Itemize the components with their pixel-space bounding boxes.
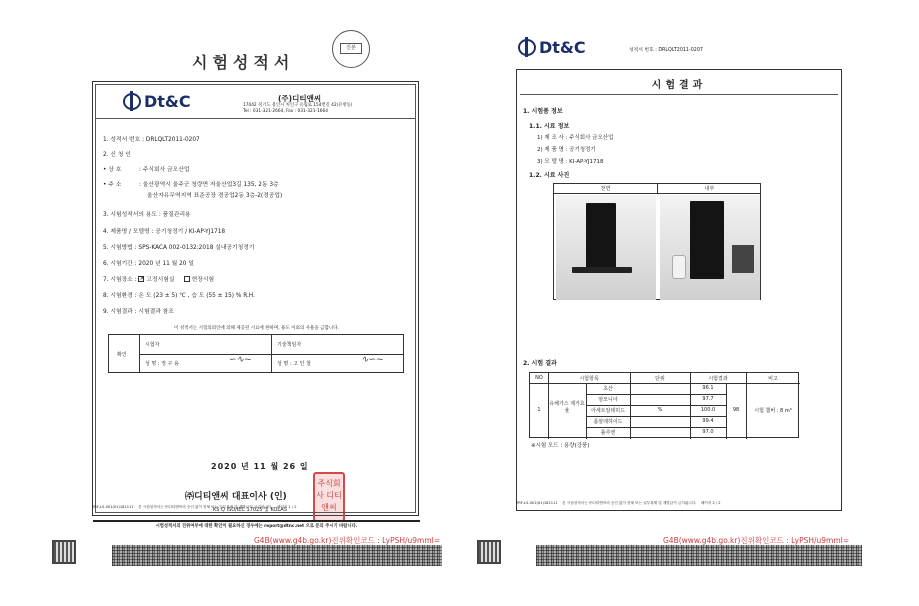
gas-acetaldehyde-value: 100.0 bbox=[700, 407, 716, 413]
header-remark: 비고 bbox=[768, 376, 778, 382]
item-value: : 품질관리용 bbox=[158, 212, 191, 218]
item-label: 4. 제품명 / 모델명 bbox=[103, 229, 150, 235]
item-result bbox=[103, 306, 174, 315]
info-model: 3) 모 델 명 : KI-AP-YJ1718 bbox=[537, 159, 604, 165]
confirmation-table bbox=[108, 334, 404, 373]
place-field-label: 현장시험 bbox=[191, 277, 215, 283]
purifier-base bbox=[572, 267, 632, 273]
gas-ammonia-value: 97.7 bbox=[702, 396, 714, 402]
seal-badge-text: 진본 bbox=[340, 43, 362, 54]
gas-acetic-value: 96.1 bbox=[702, 385, 714, 391]
results-title: 시험결과 bbox=[651, 80, 707, 91]
air-purifier-front-image bbox=[586, 203, 616, 273]
ceo-text: ㈜디티앤씨 대표이사 bbox=[185, 492, 267, 502]
item-value: : 울산광역시 울주군 청량면 저울산업3길 135, 2동 3층 bbox=[139, 182, 279, 188]
subsection-sample-photo: 1.2. 시료 사진 bbox=[529, 172, 570, 179]
table-divider bbox=[139, 354, 403, 355]
title-divider bbox=[520, 94, 838, 95]
item-value: : DRLQLT2011-0207 bbox=[142, 137, 200, 143]
subsection-sample-info: 1.1. 시료 정보 bbox=[529, 123, 570, 130]
item-label: 1. 성적서 번호 bbox=[103, 137, 141, 143]
tester-name: 성 명 : 정 구 용 bbox=[145, 361, 179, 367]
tester-signature: ∽∿~ bbox=[229, 355, 252, 365]
item-address-cont bbox=[147, 190, 282, 199]
footer-left-page bbox=[92, 505, 419, 510]
test-results-page-2 bbox=[514, 34, 844, 516]
qr-code-icon[interactable] bbox=[52, 540, 76, 564]
item-label: • 주 소 bbox=[103, 182, 122, 188]
dtc-logo-icon bbox=[123, 93, 141, 110]
table-divider bbox=[586, 405, 726, 406]
filter-image bbox=[672, 255, 686, 279]
tester-label: 시험자 bbox=[145, 342, 160, 348]
footer-notice: 본 시험성적서는 ㈜디티앤씨의 승인 없이 전체 또는 일부복제 및 재발급이 금지됩니다. bbox=[138, 505, 273, 509]
ceo-seal-mark: (인) bbox=[269, 492, 287, 502]
address-line: 17042 경기도 용인시 처인구 유림로 154번길 42(유방동) bbox=[243, 103, 353, 108]
gas-formaldehyde: 폼알데하이드 bbox=[593, 419, 623, 425]
photo-inside-label: 내부 bbox=[658, 184, 761, 194]
iso-accreditation: KS Q ISO/IEC 17025 및 KOLAS bbox=[213, 507, 287, 513]
table-divider bbox=[271, 335, 272, 372]
authenticity-code-left: G4B(www.g4b.go.kr)진위확인코드 : LyPSH/u9mmI= bbox=[254, 536, 441, 545]
air-purifier-open-image bbox=[690, 201, 724, 279]
logo-text: Dt&C bbox=[539, 38, 586, 57]
gas-acetic: 초산 bbox=[603, 386, 613, 392]
header-unit: 단위 bbox=[655, 376, 665, 382]
photo-front-label: 전면 bbox=[554, 184, 658, 194]
results-table bbox=[529, 372, 799, 438]
item-label: • 상 호 bbox=[103, 167, 122, 173]
company-name: (주)디티앤씨 bbox=[278, 94, 322, 103]
authenticity-code-right: G4B(www.g4b.go.kr)진위확인코드 : LyPSH/u9mmI= bbox=[663, 536, 850, 545]
item-applicant bbox=[103, 149, 131, 158]
item-label: 8. 시험환경 bbox=[103, 293, 133, 299]
table-divider bbox=[586, 394, 726, 395]
table-divider bbox=[530, 383, 800, 384]
section-test-results: 2. 시험 결과 bbox=[523, 360, 557, 367]
header-divider bbox=[96, 118, 415, 119]
company-logo bbox=[123, 92, 191, 111]
barcode-strip-left bbox=[112, 545, 442, 566]
place-fixed-label: 고정시험실 bbox=[146, 277, 175, 283]
info-product: 2) 제 품 명 : 공기청정기 bbox=[537, 147, 596, 153]
logo-text: Dt&C bbox=[144, 92, 191, 111]
gas-ammonia: 암모니아 bbox=[598, 397, 618, 403]
item-cert-no bbox=[103, 134, 200, 143]
gas-toluene: 톨루엔 bbox=[600, 430, 616, 436]
section-sample-info: 1. 시험품 정보 bbox=[523, 108, 563, 115]
table-divider bbox=[746, 373, 747, 439]
table-divider bbox=[630, 373, 631, 439]
item-company bbox=[103, 164, 189, 173]
test-certificate-page-1 bbox=[92, 30, 419, 529]
gas-acetaldehyde: 아세트알데히드 bbox=[591, 408, 625, 414]
tech-manager-label: 기술책임자 bbox=[277, 342, 302, 348]
item-value: : 2020 년 11 월 20 일 bbox=[134, 261, 194, 267]
tech-manager-signature: ∿∽~ bbox=[361, 355, 384, 365]
item-address bbox=[103, 179, 279, 188]
form-number: TRF-LS-001(01)181111 bbox=[516, 501, 558, 505]
item-place: 7. 시험장소 : ×고정시험실 현장시험 bbox=[103, 274, 214, 283]
info-manufacturer: 1) 제 조 사 : 주식회사 금오산업 bbox=[537, 135, 614, 141]
purifier-door-image bbox=[732, 245, 754, 273]
barcode-strip-right bbox=[536, 545, 862, 566]
verification-banner: 시험성적서의 진위여부에 대한 확인이 필요하신 경우에는 report@dtnc.net 으로 문의 주시기 바랍니다. bbox=[93, 520, 420, 530]
item-product bbox=[103, 226, 225, 235]
row-remark: 시험 챔버 : 8 m³ bbox=[754, 408, 792, 414]
header-no: NO bbox=[535, 375, 543, 381]
item-period bbox=[103, 258, 194, 267]
sample-photos bbox=[553, 183, 761, 300]
checkbox-checked-icon bbox=[138, 276, 144, 282]
item-label: 9. 시험결과 bbox=[103, 309, 133, 315]
authentic-seal-icon bbox=[332, 30, 370, 68]
header-result: 시험결과 bbox=[708, 376, 728, 382]
row-item: 유해가스 제거효율 bbox=[549, 401, 585, 414]
ceo-title bbox=[185, 489, 287, 502]
footer-right-page bbox=[516, 501, 846, 506]
table-divider bbox=[139, 335, 140, 372]
usage-notice: 이 성적서는 시험의뢰인에 의해 제공된 시료에 한하며, 용도 이외의 사용을 금합니다. bbox=[174, 326, 339, 331]
contact-line: Tel : 031-321-2664, Fax : 031-321-1664 bbox=[243, 109, 328, 114]
test-mode-note: ※시험 모드 : 용량(강풍) bbox=[531, 443, 590, 449]
company-stamp: 주식회사 디티앤씨 bbox=[313, 472, 345, 522]
dtc-logo-icon bbox=[518, 39, 536, 56]
front-photo bbox=[556, 195, 656, 300]
certificate-frame bbox=[92, 81, 419, 529]
row-unit: % bbox=[657, 407, 663, 413]
row-total: 98 bbox=[732, 407, 740, 413]
confirm-label: 확인 bbox=[117, 352, 127, 358]
tech-manager-name: 성 명 : 고 인 철 bbox=[277, 361, 311, 367]
item-label: 7. 시험장소 bbox=[103, 277, 133, 283]
header-item: 시험항목 bbox=[579, 376, 599, 382]
gas-formaldehyde-value: 99.4 bbox=[702, 418, 714, 424]
item-method bbox=[103, 242, 254, 251]
issue-date: 2020 년 11 월 26 일 bbox=[211, 462, 309, 471]
item-environment bbox=[103, 290, 255, 299]
item-value: : SPS-KACA 002-0132:2018 실내공기청정기 bbox=[134, 245, 255, 251]
page-number: 페이지 2 / 2 bbox=[700, 501, 721, 505]
item-value: : 시험결과 참조 bbox=[134, 309, 174, 315]
item-purpose bbox=[103, 209, 191, 218]
item-value: : 온 도 (23 ± 5) ℃ , 습 도 (55 ± 15) % R.H. bbox=[134, 293, 255, 299]
item-value: 울산자유무역지역 표준공장 경공업2동 3층-2(경공업) bbox=[147, 193, 283, 199]
item-label: 5. 시험방법 bbox=[103, 245, 133, 251]
certificate-title: 시험성적서 bbox=[192, 53, 295, 72]
company-address bbox=[243, 103, 413, 115]
gas-toluene-value: 97.0 bbox=[702, 429, 714, 435]
qr-code-icon[interactable] bbox=[477, 540, 501, 564]
item-label: 6. 시험기간 bbox=[103, 261, 133, 267]
footer-notice: 본 시험성적서는 ㈜디티앤씨의 승인 없이 전체 또는 일부복제 및 재발급이 금지됩니다. bbox=[562, 501, 697, 505]
table-divider bbox=[586, 416, 726, 417]
inside-photo bbox=[660, 195, 760, 300]
row-no: 1 bbox=[537, 407, 541, 413]
cert-number: 성적서 번호 : DRLQLT2011-0207 bbox=[629, 48, 703, 53]
results-frame bbox=[516, 69, 842, 511]
item-label: 3. 시험성적서의 용도 bbox=[103, 212, 158, 218]
page-number: 페이지 1 / 2 bbox=[276, 505, 297, 509]
form-number: TRF-LS-001(01)181111 bbox=[92, 505, 134, 509]
table-divider bbox=[586, 427, 726, 428]
company-logo bbox=[518, 38, 586, 57]
checkbox-empty-icon bbox=[184, 276, 190, 282]
item-label: 2. 신 청 인 bbox=[103, 152, 131, 158]
item-value: : 공기청정기 / KI-AP-YJ1718 bbox=[151, 229, 226, 235]
item-value: : 주식회사 금오산업 bbox=[139, 167, 190, 173]
